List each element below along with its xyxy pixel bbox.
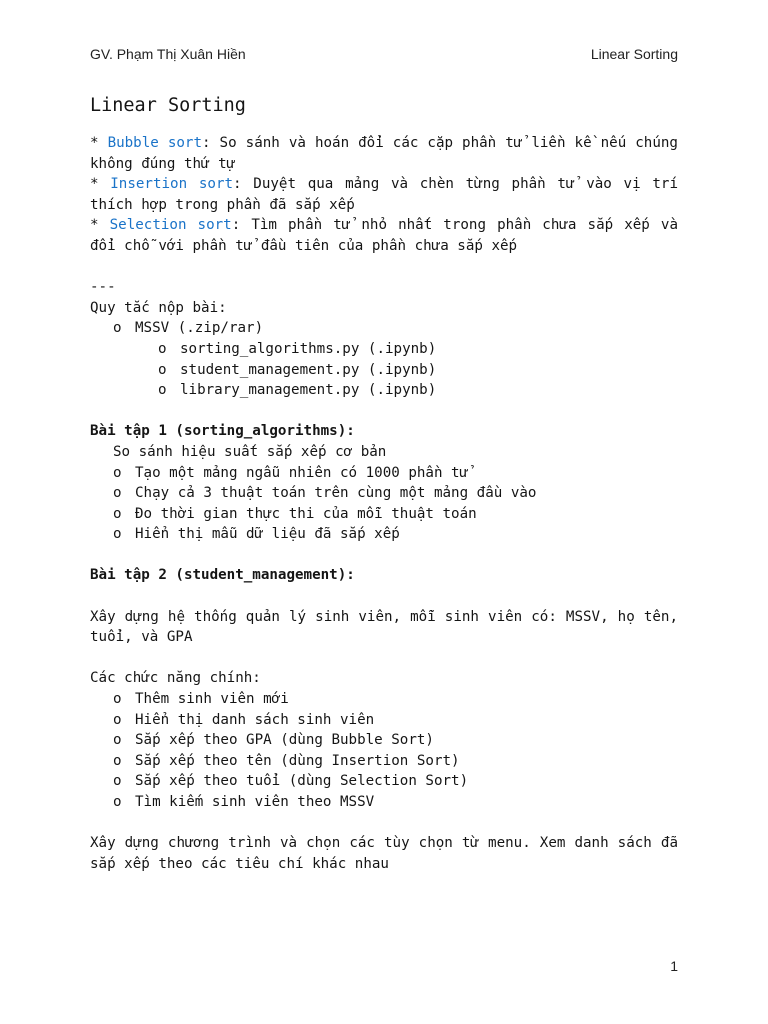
spacer bbox=[90, 586, 678, 607]
spacer bbox=[90, 401, 678, 422]
bullet-icon: o bbox=[158, 382, 167, 399]
exercise-2-heading: Bài tập 2 (student_management): bbox=[90, 567, 355, 584]
algorithm-prefix: * bbox=[90, 176, 111, 193]
submission-heading: Quy tắc nộp bài: bbox=[90, 299, 227, 316]
algorithm-desc: : So sánh và hoán đổi các cặp phần tử liền kề nếu chúng không đúng thứ tự bbox=[90, 135, 678, 172]
page-title: Linear Sorting bbox=[90, 95, 246, 116]
bullet-icon: o bbox=[158, 340, 167, 357]
algorithm-bubble bbox=[90, 133, 678, 174]
bullet-icon: o bbox=[113, 732, 122, 749]
list-item-text: Tìm kiếm sinh viên theo MSSV bbox=[135, 794, 375, 810]
spacer bbox=[90, 813, 678, 834]
list-item bbox=[90, 318, 678, 339]
list-item-text: Đo thời gian thực thi của mỗi thuật toán bbox=[135, 505, 477, 522]
list-item bbox=[90, 710, 678, 731]
algorithm-desc: : Duyệt qua mảng và chèn từng phần tử vào vị trí thích hợp trong phần đã sắp xếp bbox=[90, 176, 678, 213]
list-item bbox=[90, 792, 678, 813]
bullet-icon: o bbox=[113, 464, 122, 481]
exercise-1-list bbox=[90, 463, 678, 545]
algorithm-insertion bbox=[90, 174, 678, 215]
list-item bbox=[90, 524, 678, 545]
list-item bbox=[90, 339, 678, 360]
bullet-icon: o bbox=[113, 526, 122, 543]
spacer bbox=[90, 545, 678, 566]
bullet-icon: o bbox=[113, 485, 122, 502]
document-body bbox=[90, 92, 678, 874]
spacer bbox=[90, 257, 678, 278]
algorithm-name: Insertion sort bbox=[110, 176, 234, 193]
list-item-text: Sắp xếp theo tên (dùng Insertion Sort) bbox=[135, 752, 460, 769]
bullet-icon: o bbox=[113, 773, 122, 790]
bullet-icon: o bbox=[113, 711, 122, 728]
bullet-icon: o bbox=[113, 794, 122, 810]
list-item bbox=[90, 360, 678, 381]
list-item bbox=[90, 771, 678, 792]
list-item bbox=[90, 380, 678, 401]
list-item bbox=[90, 504, 678, 525]
exercise-2-intro: Xây dựng hệ thống quản lý sinh viên, mỗi sinh viên có: MSSV, họ tên, tuổi, và GPA bbox=[90, 608, 678, 646]
list-item-text: sorting_algorithms.py (.ipynb) bbox=[180, 340, 437, 357]
bullet-icon: o bbox=[113, 752, 122, 769]
list-item-text: Hiển thị mẫu dữ liệu đã sắp xếp bbox=[135, 526, 400, 543]
algorithm-prefix: * bbox=[90, 135, 108, 151]
list-item bbox=[90, 483, 678, 504]
exercise-1-subtitle: So sánh hiệu suất sắp xếp cơ bản bbox=[113, 443, 387, 460]
exercise-1-heading: Bài tập 1 (sorting_algorithms): bbox=[90, 423, 355, 440]
list-item-text: Tạo một mảng ngẫu nhiên có 1000 phần tử bbox=[135, 464, 469, 481]
list-item-text: Chạy cả 3 thuật toán trên cùng một mảng đầu vào bbox=[135, 485, 537, 502]
list-item bbox=[90, 751, 678, 772]
list-item-text: Sắp xếp theo GPA (dùng Bubble Sort) bbox=[135, 732, 434, 749]
bullet-icon: o bbox=[113, 691, 122, 708]
spacer bbox=[90, 648, 678, 669]
exercise-2-closing: Xây dựng chương trình và chọn các tùy chọn từ menu. Xem danh sách đã sắp xếp theo các tiêu chí khác nhau bbox=[90, 835, 678, 872]
exercise-2-functions-heading: Các chức năng chính: bbox=[90, 670, 261, 687]
list-item-text: Sắp xếp theo tuổi (dùng Selection Sort) bbox=[135, 773, 469, 790]
algorithm-prefix: * bbox=[90, 217, 110, 234]
bullet-icon: o bbox=[158, 361, 167, 378]
list-item bbox=[90, 689, 678, 710]
list-item-text: library_management.py (.ipynb) bbox=[180, 382, 437, 399]
header-topic: Linear Sorting bbox=[590, 46, 678, 62]
page-number: 1 bbox=[670, 958, 678, 974]
list-item bbox=[90, 463, 678, 484]
separator: --- bbox=[90, 279, 116, 296]
list-item-text: Thêm sinh viên mới bbox=[135, 691, 289, 708]
list-item-text: student_management.py (.ipynb) bbox=[180, 361, 437, 378]
list-item-text: Hiển thị danh sách sinh viên bbox=[135, 711, 375, 728]
submission-list bbox=[90, 318, 678, 400]
list-item bbox=[90, 730, 678, 751]
header-author: GV. Phạm Thị Xuân Hiền bbox=[90, 46, 246, 62]
algorithm-desc: : Tìm phần tử nhỏ nhất trong phần chưa sắp xếp và đổi chỗ với phần tử đầu tiên của phần chưa sắp xếp bbox=[90, 217, 678, 254]
algorithm-name: Selection sort bbox=[109, 217, 232, 234]
exercise-2-list bbox=[90, 689, 678, 813]
algorithm-name: Bubble sort bbox=[107, 135, 202, 151]
list-item-text: MSSV (.zip/rar) bbox=[135, 320, 264, 337]
algorithm-selection bbox=[90, 215, 678, 256]
bullet-icon: o bbox=[113, 505, 122, 522]
bullet-icon: o bbox=[113, 320, 122, 337]
